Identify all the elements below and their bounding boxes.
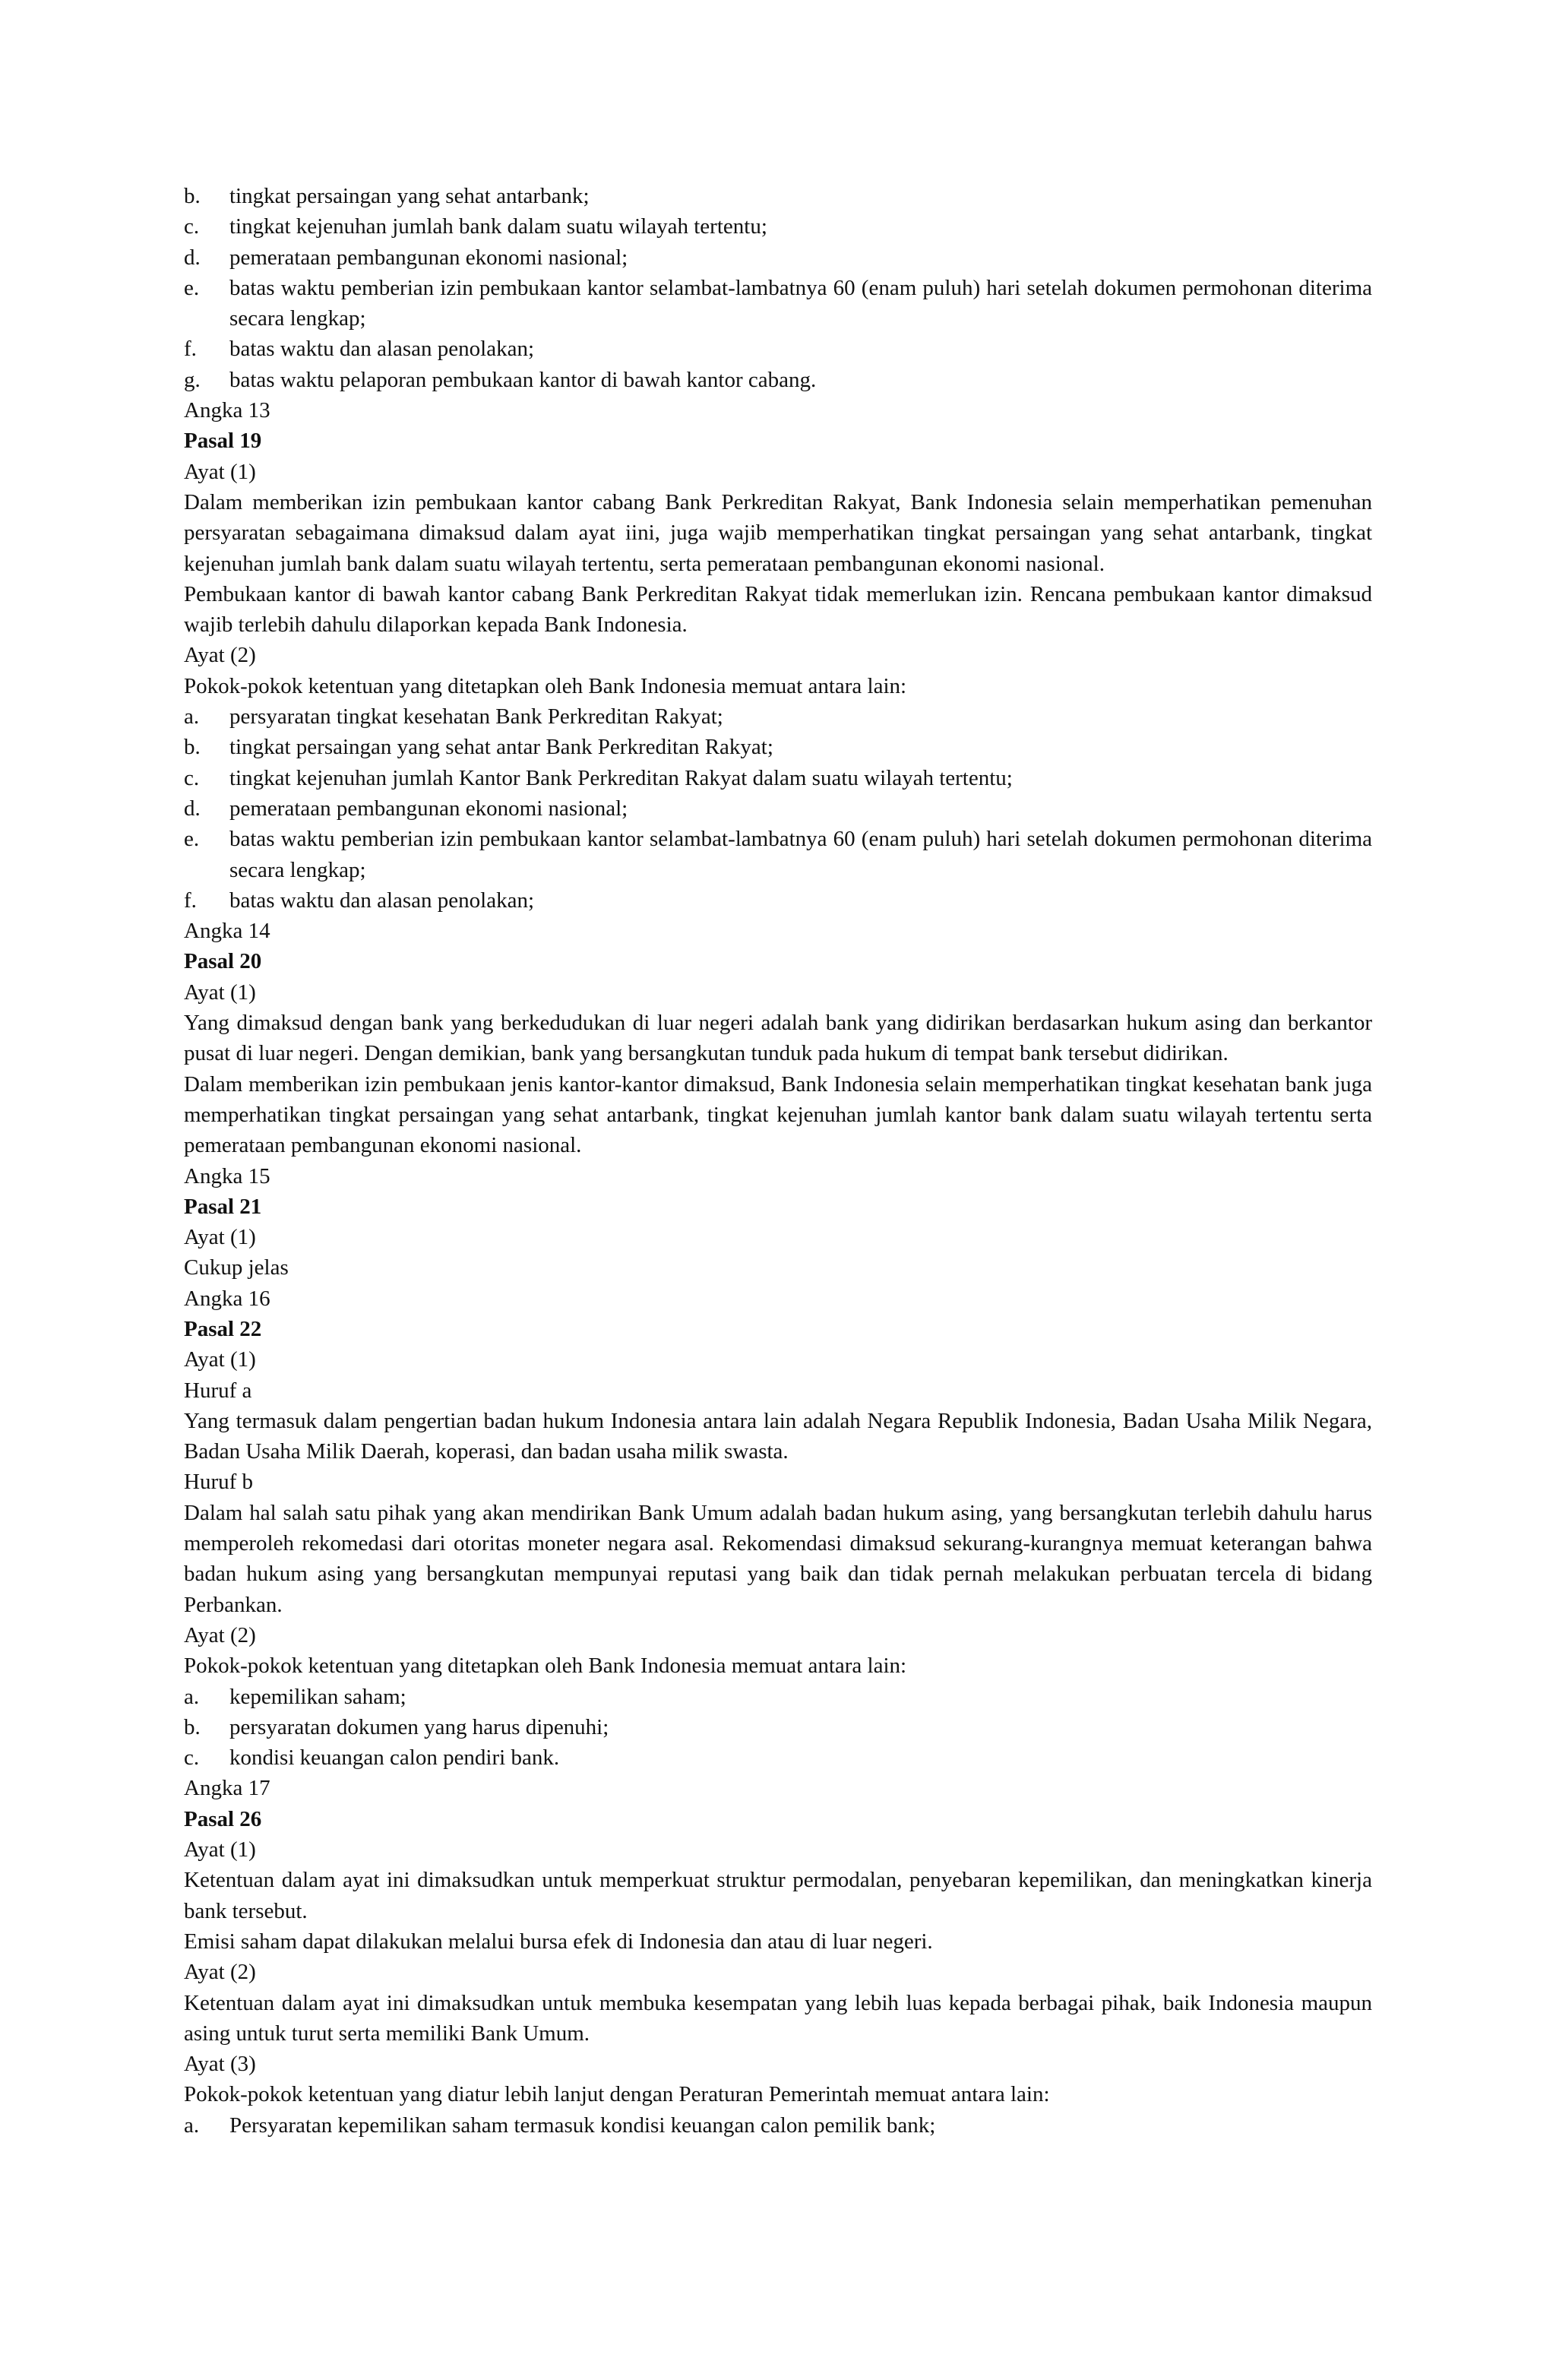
list-item xyxy=(184,885,1372,916)
text-line: Ayat (2) xyxy=(184,643,256,668)
list-item xyxy=(184,793,1372,824)
list-item xyxy=(184,763,1372,793)
list-item-text: tingkat kejenuhan jumlah bank dalam suatu wilayah tertentu; xyxy=(229,214,767,239)
list-item xyxy=(184,824,1372,885)
list-marker: c. xyxy=(184,765,200,790)
section-heading: Pasal 19 xyxy=(184,429,262,454)
document-body xyxy=(184,181,1372,2141)
list-item xyxy=(184,732,1372,762)
list-marker: d. xyxy=(184,245,201,270)
list-item xyxy=(184,211,1372,242)
list-marker: b. xyxy=(184,184,201,208)
list-item xyxy=(184,273,1372,334)
list-marker: e. xyxy=(184,827,200,852)
list-item-text: persyaratan dokumen yang harus dipenuhi; xyxy=(229,1714,609,1739)
list-item-text: Persyaratan kepemilikan saham termasuk kondisi keuangan calon pemilik bank; xyxy=(229,2113,936,2138)
text-line: Pokok-pokok ketentuan yang ditetapkan oleh Bank Indonesia memuat antara lain: xyxy=(184,673,907,698)
list-item-text: batas waktu pemberian izin pembukaan kantor selambat-lambatnya 60 (enam puluh) hari setelah dokumen permohonan diterima secara lengkap; xyxy=(229,275,1372,331)
text-line: Ayat (1) xyxy=(184,980,256,1005)
list-marker: a. xyxy=(184,1684,200,1709)
paragraph: Ketentuan dalam ayat ini dimaksudkan untuk memperkuat struktur permodalan, penyebaran kepemilikan, dan meningkatkan kinerja bank tersebut. xyxy=(184,1868,1372,1923)
paragraph: Yang dimaksud dengan bank yang berkedudukan di luar negeri adalah bank yang didirikan berdasarkan hukum asing dan berkantor pusat di luar negeri. Dengan demikian, bank yang bersangkutan tunduk pada hukum di tempat bank tersebut didirikan. xyxy=(184,1011,1372,1066)
paragraph: Dalam memberikan izin pembukaan jenis kantor-kantor dimaksud, Bank Indonesia selain memperhatikan tingkat kesehatan bank juga memperhatikan tingkat persaingan yang sehat antarbank, tingkat kejenuhan jumlah kantor bank dalam suatu wilayah tertentu serta pemerataan pembangunan ekonomi nasional. xyxy=(184,1071,1372,1158)
list-marker: d. xyxy=(184,796,201,821)
list-item-text: batas waktu dan alasan penolakan; xyxy=(229,337,535,362)
text-line: Ayat (2) xyxy=(184,1622,256,1647)
list-item xyxy=(184,1712,1372,1742)
text-line: Angka 16 xyxy=(184,1286,270,1311)
text-line: Ayat (1) xyxy=(184,1225,256,1250)
list-item-text: kondisi keuangan calon pendiri bank. xyxy=(229,1745,560,1771)
list-marker: c. xyxy=(184,1745,200,1771)
text-line: Ayat (1) xyxy=(184,1347,256,1372)
list-item-text: kepemilikan saham; xyxy=(229,1684,406,1709)
list-item-text: pemerataan pembangunan ekonomi nasional; xyxy=(229,796,628,821)
list-marker: b. xyxy=(184,735,201,760)
section-heading: Pasal 20 xyxy=(184,949,262,974)
section-heading: Pasal 22 xyxy=(184,1316,262,1341)
text-line: Ayat (1) xyxy=(184,459,256,484)
text-line: Pokok-pokok ketentuan yang diatur lebih lanjut dengan Peraturan Pemerintah memuat antara lain: xyxy=(184,2082,1050,2107)
text-line: Angka 14 xyxy=(184,919,270,944)
list-marker: g. xyxy=(184,367,201,392)
text-line: Pokok-pokok ketentuan yang ditetapkan oleh Bank Indonesia memuat antara lain: xyxy=(184,1654,907,1679)
list-item xyxy=(184,365,1372,395)
text-line: Huruf a xyxy=(184,1378,252,1403)
list-item-text: tingkat persaingan yang sehat antar Bank Perkreditan Rakyat; xyxy=(229,735,773,760)
list-item-text: tingkat persaingan yang sehat antarbank; xyxy=(229,184,590,208)
text-line: Angka 13 xyxy=(184,398,270,423)
text-line: Angka 17 xyxy=(184,1776,270,1801)
text-line: Ayat (3) xyxy=(184,2052,256,2077)
list-marker: f. xyxy=(184,337,197,362)
list-marker: f. xyxy=(184,888,197,913)
list-item xyxy=(184,334,1372,364)
list-item xyxy=(184,1682,1372,1712)
list-item-text: batas waktu pemberian izin pembukaan kantor selambat-lambatnya 60 (enam puluh) hari setelah dokumen permohonan diterima secara lengkap; xyxy=(229,827,1372,882)
text-line: Angka 15 xyxy=(184,1163,270,1188)
list-item-text: pemerataan pembangunan ekonomi nasional; xyxy=(229,245,628,270)
paragraph: Yang termasuk dalam pengertian badan hukum Indonesia antara lain adalah Negara Republik Indonesia, Badan Usaha Milik Negara, Badan Usaha Milik Daerah, koperasi, dan badan usaha milik swasta. xyxy=(184,1408,1372,1464)
list-item xyxy=(184,242,1372,273)
text-line: Ayat (2) xyxy=(184,1960,256,1985)
list-item xyxy=(184,1742,1372,1773)
list-marker: a. xyxy=(184,704,200,730)
list-item xyxy=(184,181,1372,211)
paragraph: Dalam hal salah satu pihak yang akan mendirikan Bank Umum adalah badan hukum asing, yang bersangkutan terlebih dahulu harus memperoleh rekomedasi dari otoritas moneter negara asal. Rekomendasi dimaksud sekurang-kurangnya memuat keterangan bahwa badan hukum asing yang bersangkutan mempunyai reputasi yang baik dan tidak pernah melakukan perbuatan tercela di bidang Perbankan. xyxy=(184,1500,1372,1617)
list-marker: c. xyxy=(184,214,200,239)
paragraph: Pembukaan kantor di bawah kantor cabang Bank Perkreditan Rakyat tidak memerlukan izin. Rencana pembukaan kantor dimaksud wajib terlebih dahulu dilaporkan kepada Bank Indonesia. xyxy=(184,581,1372,638)
text-line: Ayat (1) xyxy=(184,1837,256,1863)
section-heading: Pasal 21 xyxy=(184,1194,262,1219)
list-item xyxy=(184,2110,1372,2141)
list-item-text: tingkat kejenuhan jumlah Kantor Bank Perkreditan Rakyat dalam suatu wilayah tertentu; xyxy=(229,765,1013,790)
list-marker: e. xyxy=(184,275,200,300)
paragraph: Ketentuan dalam ayat ini dimaksudkan untuk membuka kesempatan yang lebih luas kepada berbagai pihak, baik Indonesia maupun asing untuk turut serta memiliki Bank Umum. xyxy=(184,1990,1372,2046)
list-marker: a. xyxy=(184,2113,200,2138)
text-line: Huruf b xyxy=(184,1470,254,1495)
text-line: Cukup jelas xyxy=(184,1255,289,1280)
paragraph: Emisi saham dapat dilakukan melalui bursa efek di Indonesia dan atau di luar negeri. xyxy=(184,1929,933,1954)
list-marker: b. xyxy=(184,1714,201,1739)
list-item-text: batas waktu pelaporan pembukaan kantor di bawah kantor cabang. xyxy=(229,367,817,392)
list-item-text: persyaratan tingkat kesehatan Bank Perkreditan Rakyat; xyxy=(229,704,723,730)
section-heading: Pasal 26 xyxy=(184,1806,262,1831)
list-item xyxy=(184,701,1372,732)
paragraph: Dalam memberikan izin pembukaan kantor cabang Bank Perkreditan Rakyat, Bank Indonesia selain memperhatikan pemenuhan persyaratan sebagaimana dimaksud dalam ayat iini, juga wajib memperhatikan tingkat persaingan yang sehat antarbank, tingkat kejenuhan jumlah bank dalam suatu wilayah tertentu, serta pemerataan pembangunan ekonomi nasional. xyxy=(184,489,1372,576)
list-item-text: batas waktu dan alasan penolakan; xyxy=(229,888,535,913)
